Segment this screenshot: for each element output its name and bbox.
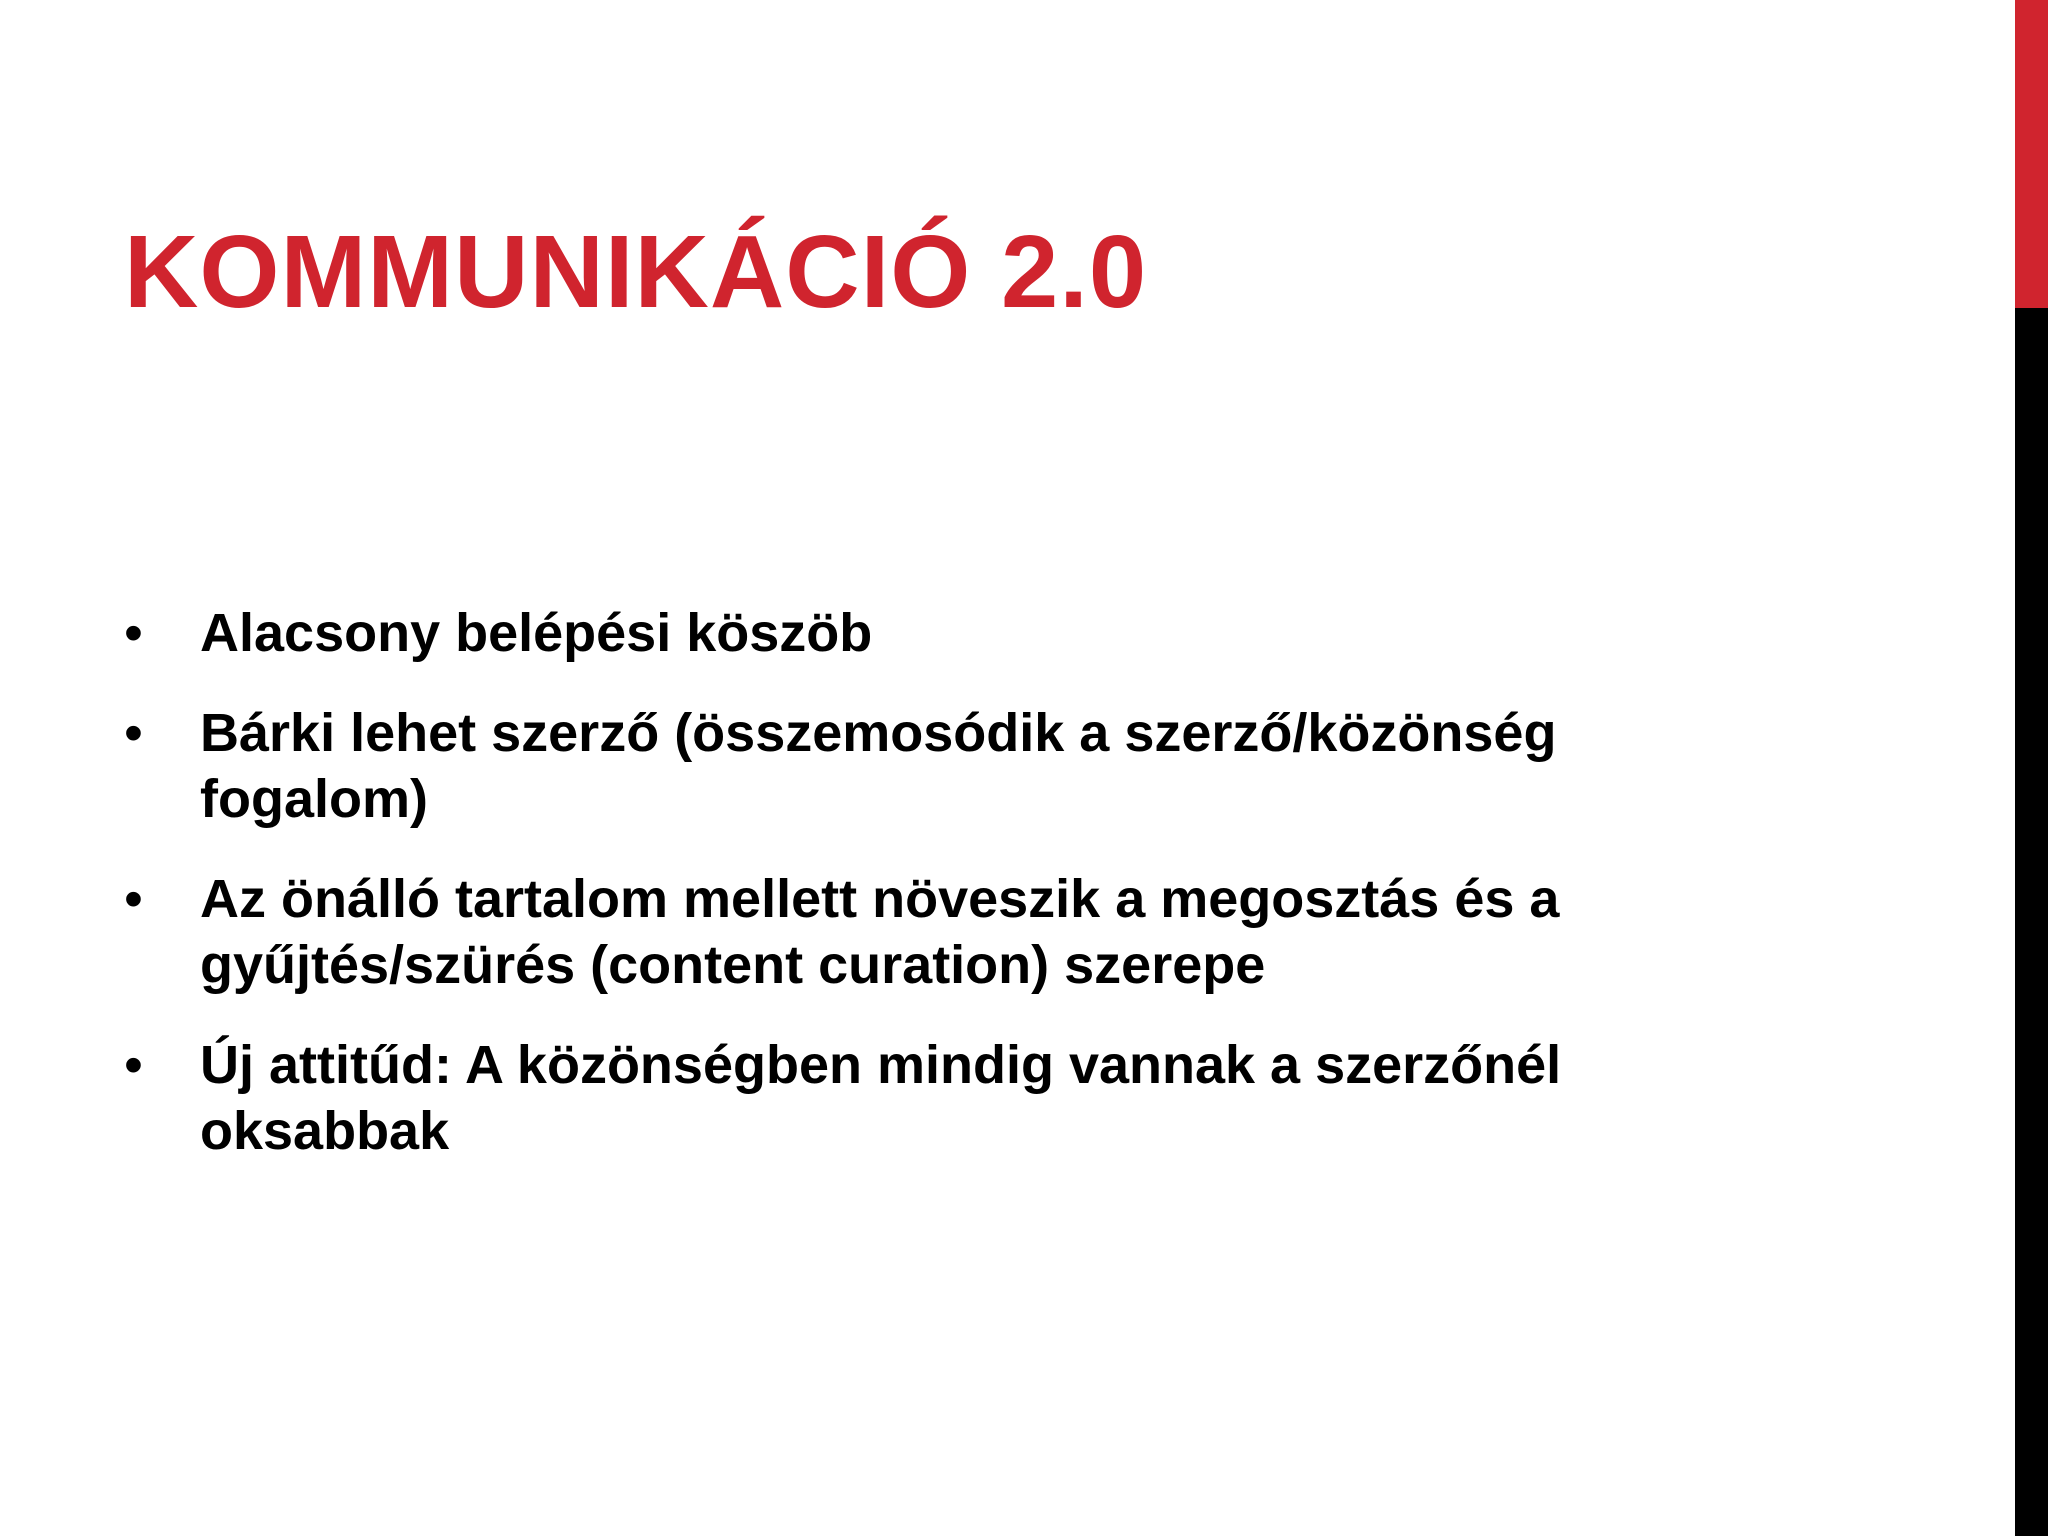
bullet-icon: • <box>124 703 143 763</box>
accent-bar-red <box>2015 0 2048 308</box>
bullet-text: Új attitűd: A közönségben mindig vannak a szerzőnél oksabbak <box>200 1035 1562 1161</box>
bullet-item <box>124 600 1684 666</box>
bullet-icon: • <box>124 603 143 663</box>
bullet-icon: • <box>124 869 143 929</box>
bullet-icon: • <box>124 1035 143 1095</box>
accent-bar-black <box>2015 308 2048 1536</box>
bullet-item <box>124 700 1684 832</box>
bullet-text: Bárki lehet szerző (összemosódik a szerző/közönség fogalom) <box>200 703 1557 829</box>
bullet-text: Alacsony belépési köszöb <box>200 603 873 663</box>
bullet-text: Az önálló tartalom mellett növeszik a megosztás és a gyűjtés/szürés (content curation) szerepe <box>200 869 1560 995</box>
slide-title: KOMMUNIKÁCIÓ 2.0 <box>124 214 1148 329</box>
bullet-item <box>124 1032 1684 1164</box>
bullet-item <box>124 866 1684 998</box>
bullet-list <box>124 600 1684 1198</box>
